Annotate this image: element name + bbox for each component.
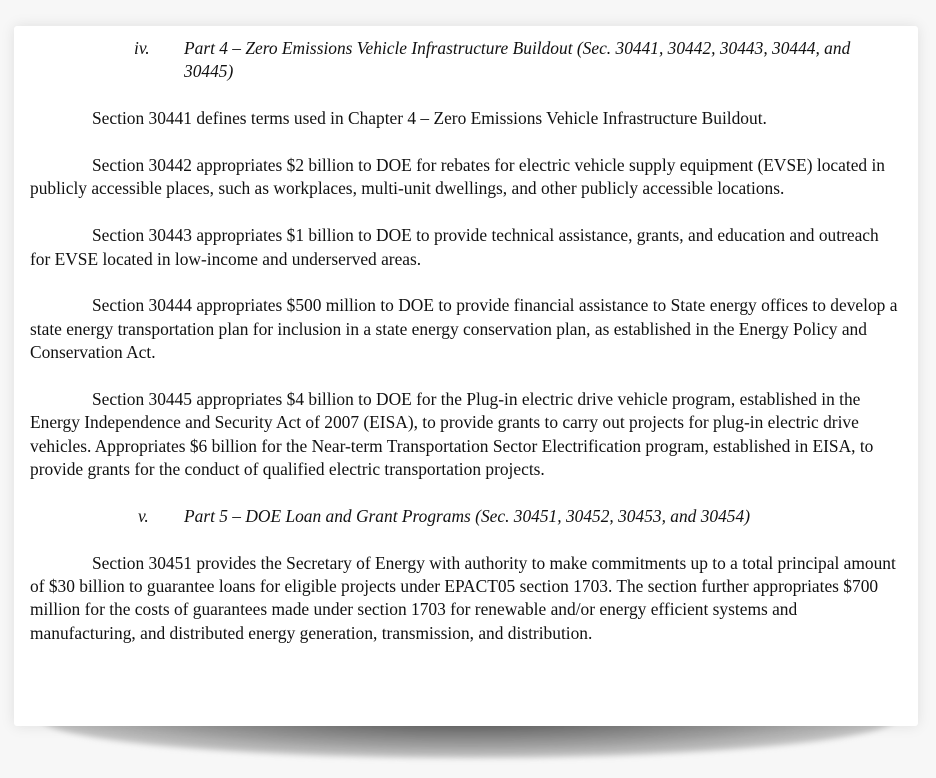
paragraph-sec-30443: Section 30443 appropriates $1 billion to DOE to provide technical assistance, grants, and education and outreach for EVSE located in low-income and underserved areas. — [30, 225, 879, 269]
paragraph-sec-30444: Section 30444 appropriates $500 million to DOE to provide financial assistance to State energy offices to develop a state energy transportation plan for inclusion in a state energy conservation plan, as established in the Energy Policy and Conservation Act. — [30, 295, 898, 363]
section-numeral: v. — [138, 505, 149, 526]
paragraph-sec-30442: Section 30442 appropriates $2 billion to DOE for rebates for electric vehicle supply equipment (EVSE) located in publicly accessible places, such as workplaces, multi-unit dwellings, and other publicly accessible locations. — [30, 155, 885, 199]
section-heading-part-5 — [30, 505, 902, 528]
document-page — [14, 26, 918, 726]
section-title: Part 5 – DOE Loan and Grant Programs (Sec. 30451, 30452, 30453, and 30454) — [184, 505, 750, 526]
paragraph-sec-30441: Section 30441 defines terms used in Chapter 4 – Zero Emissions Vehicle Infrastructure Buildout. — [92, 108, 767, 129]
section-title: Part 4 – Zero Emissions Vehicle Infrastructure Buildout (Sec. 30441, 30442, 30443, 30444, and 30445) — [184, 38, 851, 82]
section-heading-part-4 — [30, 37, 902, 84]
paragraph-sec-30451: Section 30451 provides the Secretary of Energy with authority to make commitments up to a total principal amount of $30 billion to guarantee loans for eligible projects under EPACT05 section 1703. The section further appropriates $700 million for the costs of guarantees made under section 1703 for renewable and/or energy efficient systems and manufacturing, and distributed energy generation, transmission, and distribution. — [30, 552, 896, 643]
paragraph-sec-30445: Section 30445 appropriates $4 billion to DOE for the Plug-in electric drive vehicle program, established in the Energy Independence and Security Act of 2007 (EISA), to provide grants to carry out projects for plug-in electric drive vehicles. Appropriates $6 billion for the Near-term Transportation Sector Electrification program, established in EISA, to provide grants for the conduct of qualified electric transportation projects. — [30, 388, 874, 479]
document-content — [30, 37, 902, 668]
section-numeral: iv. — [134, 38, 150, 58]
